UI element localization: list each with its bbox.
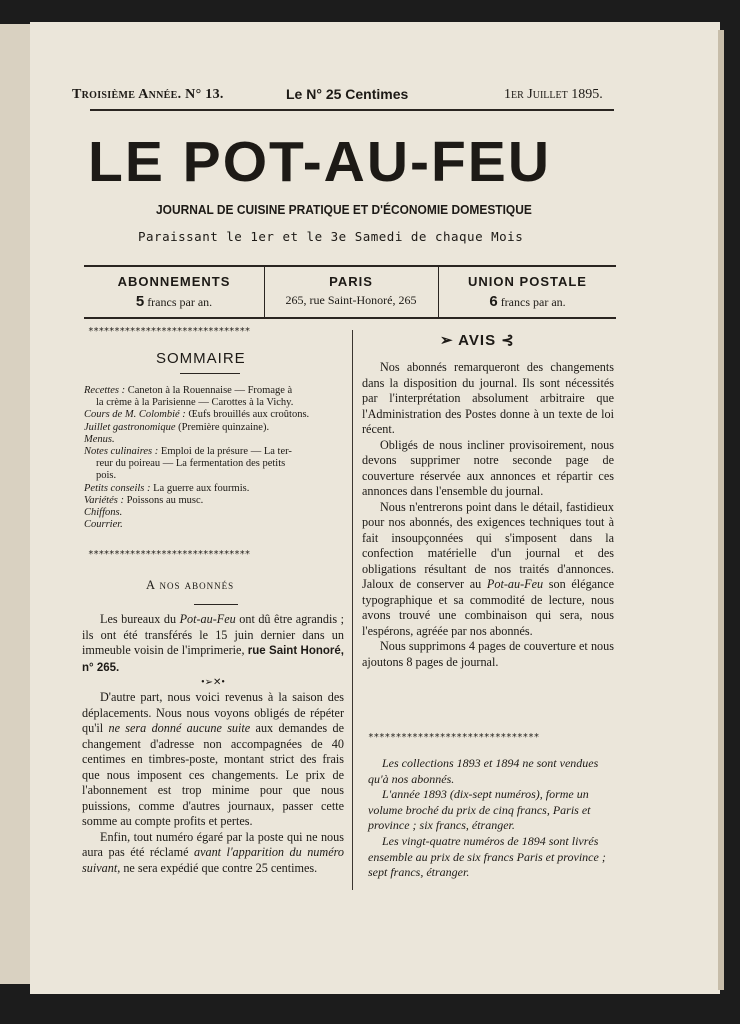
union-heading: UNION POSTALE	[468, 274, 587, 289]
masthead-info	[64, 66, 616, 102]
collections-paragraph: L'année 1893 (dix-sept numéros), forme un volume broché du prix de cinq francs, Paris et province ; six francs, étranger.	[368, 787, 591, 833]
abonnements-heading: ABONNEMENTS	[117, 274, 231, 289]
subscription-abonnements	[84, 267, 264, 317]
collections-notice	[368, 756, 614, 881]
abonnes-heading: A nos abonnés	[146, 578, 235, 592]
avis-paragraph: Nous n'entrerons point dans le détail, fastidieux pour nos abonnés, des exigences techniques tout à fait insoupçonnées qui s'imposent dans la confection matérielle d'un journal et des obligations résultant de nos traités d'annonces. Jaloux de conserver au Pot-au-Feu son élégance typographique et sa commodité de lecture, nous avons trouvé une combinaison qui sera, nous l'espérons, agréée par nos abonnés.	[362, 499, 614, 638]
paris-address: 265, rue Saint-Honoré, 265	[285, 293, 417, 307]
union-amount: 6	[489, 293, 498, 310]
subscription-paris	[265, 267, 437, 317]
avis-paragraph: Nous supprimons 4 pages de couverture et nous ajoutons 8 pages de journal.	[362, 639, 614, 669]
sommaire-entry: Recettes : Caneton à la Rouennaise — Fromage à	[84, 385, 293, 396]
collections-paragraph: Les collections 1893 et 1894 ne sont vendues qu'à nos abonnés.	[368, 756, 599, 786]
abonnes-rule	[194, 604, 238, 605]
sommaire-heading: SOMMAIRE	[156, 350, 246, 367]
sommaire-list	[84, 385, 346, 531]
page-edge	[718, 30, 724, 990]
newspaper-subtitle: JOURNAL DE CUISINE PRATIQUE ET D'ÉCONOMIE DOMESTIQUE	[156, 202, 532, 217]
sommaire-entry: Courrier.	[84, 519, 123, 531]
abonnes-paragraph: D'autre part, nous voici revenus à la saison des déplacements. Nous nous voyons obligés de répéter qu'il ne sera donné aucune suite aux demandes de changement d'adresse non accompagnées de 40 centimes en timbres-poste, montant strict des frais que nous imposent ces changements. Le prix de l'abonnement est trop minime pour que nous puissions, comme d'autres journaux, passer cette somme au compte profits et pertes.	[82, 690, 344, 828]
collections-paragraph: Les vingt-quatre numéros de 1894 sont livrés ensemble au prix de six francs Paris et province ; sept francs, étranger.	[368, 833, 606, 880]
issue-number: Troisième Année. N° 13.	[72, 87, 224, 102]
abonnements-amount: 5	[135, 293, 145, 310]
sommaire-entry-cont: la crème à la Parisienne — Carottes à la Vichy.	[96, 397, 294, 409]
subscription-box	[84, 265, 616, 319]
newspaper-title: LE POT-AU-FEU	[88, 130, 551, 194]
column-divider	[352, 330, 353, 890]
union-text: francs par an.	[500, 295, 566, 309]
abonnes-paragraph: Enfin, tout numéro égaré par la poste qui ne nous aura pas été réclamé avant l'apparition du numéro suivant, ne sera expédié que contre 25 centimes.	[82, 829, 344, 875]
abonnes-article	[82, 612, 344, 876]
issue-date: 1er Juillet 1895.	[504, 87, 603, 102]
avis-paragraph: Nos abonnés remarqueront des changements dans la disposition du journal. Ils sont nécessités par l'interprétation absolument arbitraire que l'Administration des Postes donne à un texte de loi récent.	[362, 360, 614, 436]
sommaire-entry: Petits conseils : La guerre aux fourmis.	[84, 482, 250, 494]
sommaire-rule	[180, 373, 240, 374]
issue-price: Le N° 25 Centimes	[286, 86, 409, 102]
previous-page-edge	[0, 24, 32, 984]
paris-heading: PARIS	[329, 274, 373, 289]
sommaire-entry: Cours de M. Colombié : Œufs brouillés aux croûtons.	[84, 409, 310, 421]
subscription-union	[439, 267, 616, 317]
stars-divider: *******************************	[368, 732, 540, 743]
masthead-rule	[90, 109, 614, 111]
abonnements-text: francs par an.	[147, 295, 213, 309]
publication-schedule: Paraissant le 1er et le 3e Samedi de chaque Mois	[138, 229, 524, 244]
avis-heading: ➢ AVIS ⊰	[440, 332, 515, 349]
ornament: •➢✕•	[201, 677, 225, 688]
stars-divider: *******************************	[88, 326, 250, 337]
avis-paragraph: Obligés de nous incliner provisoirement, nous devons supprimer notre seconde page de couverture réservée aux annonces et répartir ces annonces dans l'ensemble du journal.	[362, 437, 614, 498]
sommaire-entry: Notes culinaires : Emploi de la présure — La ter-	[84, 446, 292, 458]
sommaire-entry: Variétés : Poissons au musc.	[84, 494, 204, 506]
abonnes-paragraph: Les bureaux du Pot-au-Feu ont dû être agrandis ; ils ont été transférés le 15 juin dernier dans un immeuble voisin de l'imprimerie, rue Saint Honoré, n° 265.	[82, 612, 344, 674]
sommaire-entry-cont: reur du poireau — La fermentation des petits	[96, 458, 286, 470]
avis-article	[362, 360, 614, 670]
sommaire-entry: Menus.	[84, 433, 115, 445]
sommaire-entry: Chiffons.	[84, 507, 123, 519]
sommaire-entry-cont: pois.	[96, 470, 117, 482]
stars-divider: *******************************	[88, 549, 250, 560]
sommaire-entry: Juillet gastronomique (Première quinzaine).	[84, 421, 270, 433]
